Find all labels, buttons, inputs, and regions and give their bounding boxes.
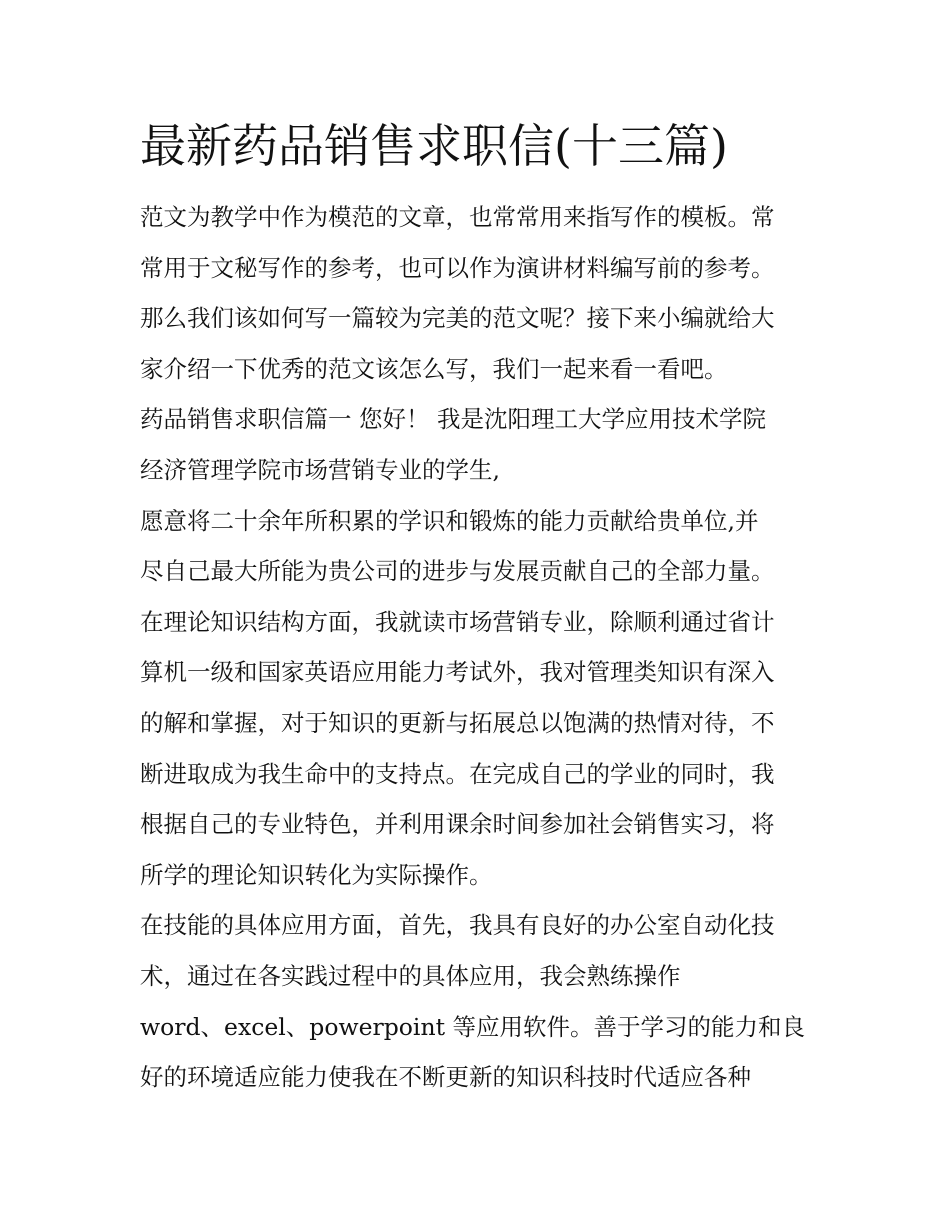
body-line: 在技能的具体应用方面，首先，我具有良好的办公室自动化技 <box>140 911 775 940</box>
body-line: 范文为教学中作为模范的文章，也常常用来指写作的模板。常 <box>140 203 775 231</box>
body-line: word、excel、powerpoint 等应用软件。善于学习的能力和良 <box>140 1012 805 1041</box>
body-line: 药品销售求职信篇一 您好！ 我是沈阳理工大学应用技术学院 <box>140 405 766 434</box>
document-body <box>140 192 816 1103</box>
body-line: 的解和掌握，对于知识的更新与拓展总以饱满的热情对待，不 <box>140 708 775 737</box>
body-line: 断进取成为我生命中的支持点。在完成自己的学业的同时，我 <box>140 759 775 788</box>
body-line: 根据自己的专业特色，并利用课余时间参加社会销售实习，将 <box>140 810 775 839</box>
body-line: 经济管理学院市场营销专业的学生, <box>140 455 500 484</box>
body-line: 常用于文秘写作的参考，也可以作为演讲材料编写前的参考。 <box>140 253 775 282</box>
body-line: 尽自己最大所能为贵公司的进步与发展贡献自己的全部力量。 <box>140 557 775 586</box>
body-line: 家介绍一下优秀的范文该怎么写，我们一起来看一看吧。 <box>140 354 728 383</box>
document-title: 最新药品销售求职信(十三篇) <box>140 119 728 173</box>
body-line: 所学的理论知识转化为实际操作。 <box>140 860 493 889</box>
body-line: 愿意将二十余年所积累的学识和锻炼的能力贡献给贵单位,并 <box>140 506 759 535</box>
body-line: 好的环境适应能力使我在不断更新的知识科技时代适应各种 <box>140 1063 751 1092</box>
body-line: 术，通过在各实践过程中的具体应用，我会熟练操作 <box>140 961 681 990</box>
body-line: 算机一级和国家英语应用能力考试外，我对管理类知识有深入 <box>140 658 775 687</box>
body-line: 那么我们该如何写一篇较为完美的范文呢？接下来小编就给大 <box>140 304 775 333</box>
document-page <box>140 112 816 1103</box>
body-line: 在理论知识结构方面，我就读市场营销专业，除顺利通过省计 <box>140 607 775 636</box>
